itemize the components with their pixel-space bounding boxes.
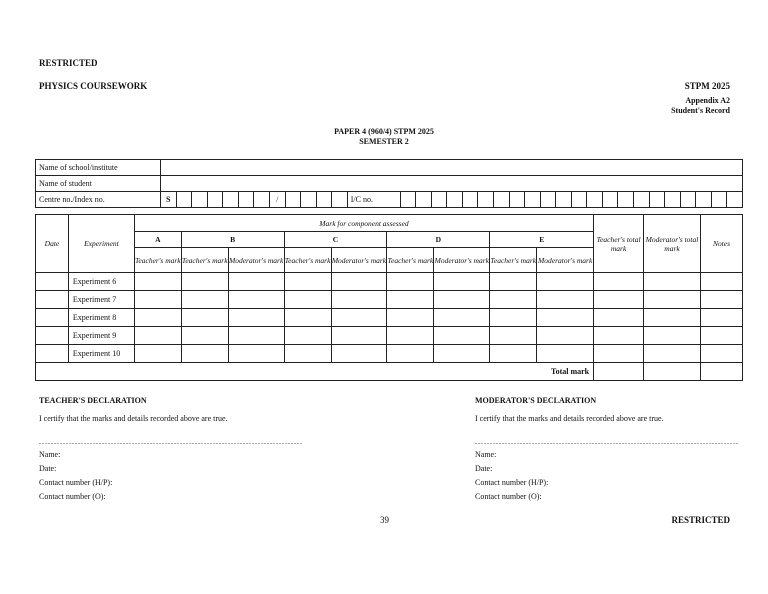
ic-box[interactable] — [431, 192, 447, 208]
mark-cell[interactable] — [537, 273, 594, 291]
mark-cell[interactable] — [537, 291, 594, 309]
component-b: B — [181, 232, 284, 248]
mark-cell[interactable] — [331, 345, 387, 363]
ic-box[interactable] — [634, 192, 650, 208]
teacher-date-label: Date: — [39, 464, 57, 473]
mark-cell[interactable] — [181, 345, 228, 363]
teacher-mark-header: Teacher's mark — [387, 248, 434, 273]
moderator-contact-hp-label: Contact number (H/P): — [475, 478, 549, 487]
school-label: Name of school/institute — [36, 160, 161, 176]
ic-box[interactable] — [509, 192, 525, 208]
table-row — [36, 327, 743, 345]
total-mark-label: Total mark — [36, 363, 594, 381]
ic-box[interactable] — [400, 192, 416, 208]
mark-cell[interactable] — [181, 309, 228, 327]
mark-cell[interactable] — [490, 327, 537, 345]
footer-restricted-label: RESTRICTED — [671, 515, 730, 525]
mark-cell[interactable] — [490, 345, 537, 363]
teacher-declaration — [39, 396, 339, 501]
mark-cell[interactable] — [490, 273, 537, 291]
moderator-mark-header: Moderator's mark — [537, 248, 594, 273]
mark-cell[interactable] — [387, 309, 434, 327]
mark-cell[interactable] — [644, 273, 701, 291]
index-box[interactable] — [316, 192, 332, 208]
teacher-mark-header: Teacher's mark — [181, 248, 228, 273]
moderator-mark-header: Moderator's mark — [331, 248, 387, 273]
teacher-name-label: Name: — [39, 450, 61, 459]
centre-box[interactable] — [254, 192, 270, 208]
component-e: E — [490, 232, 594, 248]
component-c: C — [284, 232, 387, 248]
centre-box[interactable] — [223, 192, 239, 208]
teacher-signature-line[interactable]: ........................................................................................ — [39, 437, 303, 446]
mark-cell[interactable] — [284, 345, 331, 363]
teacher-contact-o-label: Contact number (O): — [39, 492, 106, 501]
mark-cell[interactable] — [134, 309, 181, 327]
date-cell[interactable] — [36, 309, 69, 327]
mark-cell[interactable] — [284, 273, 331, 291]
mark-cell[interactable] — [228, 273, 284, 291]
table-row — [36, 291, 743, 309]
mark-cell[interactable] — [331, 291, 387, 309]
mark-cell[interactable] — [134, 345, 181, 363]
mark-cell[interactable] — [594, 345, 644, 363]
teacher-contact-hp-label: Contact number (H/P): — [39, 478, 113, 487]
ic-box[interactable] — [478, 192, 494, 208]
mark-cell[interactable] — [134, 273, 181, 291]
centre-prefix: S — [160, 192, 176, 208]
notes-cell[interactable] — [700, 327, 742, 345]
centre-box[interactable] — [207, 192, 223, 208]
mark-cell[interactable] — [181, 327, 228, 345]
restricted-label: RESTRICTED — [39, 58, 98, 68]
mark-cell[interactable] — [434, 273, 490, 291]
mark-cell[interactable] — [134, 327, 181, 345]
teacher-mark-header: Teacher's mark — [284, 248, 331, 273]
moderator-mark-header: Moderator's mark — [434, 248, 490, 273]
ic-box[interactable] — [462, 192, 478, 208]
mark-cell[interactable] — [331, 309, 387, 327]
mark-cell[interactable] — [181, 273, 228, 291]
mark-cell[interactable] — [594, 273, 644, 291]
centre-box[interactable] — [192, 192, 208, 208]
ic-box[interactable] — [493, 192, 509, 208]
notes-total-cell[interactable] — [700, 363, 742, 381]
mark-cell[interactable] — [284, 291, 331, 309]
experiment-label: Experiment 7 — [68, 291, 134, 309]
ic-box[interactable] — [447, 192, 463, 208]
teacher-total-header: Teacher's total mark — [594, 215, 644, 273]
moderator-mark-header: Moderator's mark — [228, 248, 284, 273]
date-cell[interactable] — [36, 327, 69, 345]
ic-box[interactable] — [727, 192, 743, 208]
moderator-name-label: Name: — [475, 450, 497, 459]
mark-cell[interactable] — [387, 327, 434, 345]
mark-cell[interactable] — [331, 327, 387, 345]
marks-table — [35, 214, 743, 381]
teacher-total-cell[interactable] — [594, 363, 644, 381]
notes-cell[interactable] — [700, 273, 742, 291]
experiment-header: Experiment — [68, 215, 134, 273]
centre-box[interactable] — [238, 192, 254, 208]
record-label: Student's Record — [671, 106, 730, 115]
mark-cell[interactable] — [490, 291, 537, 309]
ic-box[interactable] — [696, 192, 712, 208]
total-row — [36, 363, 743, 381]
moderator-date-label: Date: — [475, 464, 493, 473]
ic-box[interactable] — [711, 192, 727, 208]
index-box[interactable] — [301, 192, 317, 208]
subject-title: PHYSICS COURSEWORK — [39, 81, 148, 91]
moderator-declaration-statement: I certify that the marks and details recorded above are true. — [475, 414, 664, 423]
table-row — [36, 309, 743, 327]
experiment-label: Experiment 6 — [68, 273, 134, 291]
ic-box[interactable] — [680, 192, 696, 208]
mark-cell[interactable] — [644, 309, 701, 327]
student-label: Name of student — [36, 176, 161, 192]
mark-cell[interactable] — [228, 309, 284, 327]
mark-cell[interactable] — [490, 309, 537, 327]
centre-box[interactable] — [176, 192, 192, 208]
ic-box[interactable] — [416, 192, 432, 208]
notes-header: Notes — [700, 215, 742, 273]
mark-cell[interactable] — [537, 309, 594, 327]
mark-cell[interactable] — [228, 327, 284, 345]
mark-cell[interactable] — [284, 327, 331, 345]
ic-label: I/C no. — [347, 192, 400, 208]
ic-box[interactable] — [571, 192, 587, 208]
notes-cell[interactable] — [700, 309, 742, 327]
moderator-total-header: Moderator's total mark — [644, 215, 701, 273]
mark-cell[interactable] — [331, 273, 387, 291]
mark-cell[interactable] — [228, 345, 284, 363]
mark-cell[interactable] — [594, 309, 644, 327]
date-cell[interactable] — [36, 345, 69, 363]
index-box[interactable] — [332, 192, 348, 208]
paper-title: PAPER 4 (960/4) STPM 2025 — [334, 127, 434, 136]
component-d: D — [387, 232, 490, 248]
student-field[interactable] — [160, 176, 742, 192]
mark-cell[interactable] — [644, 327, 701, 345]
mark-cell[interactable] — [284, 309, 331, 327]
notes-cell[interactable] — [700, 291, 742, 309]
ic-box[interactable] — [525, 192, 541, 208]
mark-cell[interactable] — [181, 291, 228, 309]
mark-cell[interactable] — [537, 345, 594, 363]
school-field[interactable] — [160, 160, 742, 176]
mark-cell[interactable] — [644, 291, 701, 309]
date-header: Date — [36, 215, 69, 273]
centre-row — [36, 192, 743, 208]
page-number: 39 — [380, 515, 389, 525]
mark-cell[interactable] — [434, 309, 490, 327]
moderator-signature-line[interactable]: ........................................................................................ — [475, 437, 739, 446]
mark-cell[interactable] — [387, 345, 434, 363]
identity-table — [35, 159, 743, 208]
date-cell[interactable] — [36, 273, 69, 291]
mark-cell[interactable] — [594, 327, 644, 345]
moderator-declaration-title: MODERATOR'S DECLARATION — [475, 396, 597, 405]
ic-box[interactable] — [556, 192, 572, 208]
ic-box[interactable] — [665, 192, 681, 208]
ic-box[interactable] — [587, 192, 603, 208]
mark-cell[interactable] — [434, 291, 490, 309]
mark-cell[interactable] — [434, 327, 490, 345]
mark-cell[interactable] — [644, 345, 701, 363]
moderator-declaration — [475, 396, 745, 501]
moderator-total-cell[interactable] — [644, 363, 701, 381]
mark-cell[interactable] — [434, 345, 490, 363]
date-cell[interactable] — [36, 291, 69, 309]
centre-label: Centre no./Index no. — [36, 192, 161, 208]
mark-cell[interactable] — [537, 327, 594, 345]
experiment-label: Experiment 8 — [68, 309, 134, 327]
table-row — [36, 345, 743, 363]
slash-divider: / — [269, 192, 285, 208]
table-row — [36, 273, 743, 291]
teacher-mark-header: Teacher's mark — [490, 248, 537, 273]
teacher-declaration-statement: I certify that the marks and details recorded above are true. — [39, 414, 228, 423]
semester-title: SEMESTER 2 — [359, 137, 409, 146]
component-header: Mark for component assessed — [134, 215, 593, 232]
ic-box[interactable] — [618, 192, 634, 208]
notes-cell[interactable] — [700, 345, 742, 363]
teacher-declaration-title: TEACHER'S DECLARATION — [39, 396, 147, 405]
mark-cell[interactable] — [387, 291, 434, 309]
ic-box[interactable] — [649, 192, 665, 208]
ic-box[interactable] — [602, 192, 618, 208]
ic-box[interactable] — [540, 192, 556, 208]
index-box[interactable] — [285, 192, 301, 208]
mark-cell[interactable] — [594, 291, 644, 309]
experiment-label: Experiment 9 — [68, 327, 134, 345]
exam-title: STPM 2025 — [684, 81, 730, 91]
appendix-label: Appendix A2 — [685, 96, 730, 105]
teacher-mark-header: Teacher's mark — [134, 248, 181, 273]
mark-cell[interactable] — [387, 273, 434, 291]
component-a: A — [134, 232, 181, 248]
mark-cell[interactable] — [134, 291, 181, 309]
experiment-label: Experiment 10 — [68, 345, 134, 363]
moderator-contact-o-label: Contact number (O): — [475, 492, 542, 501]
mark-cell[interactable] — [228, 291, 284, 309]
